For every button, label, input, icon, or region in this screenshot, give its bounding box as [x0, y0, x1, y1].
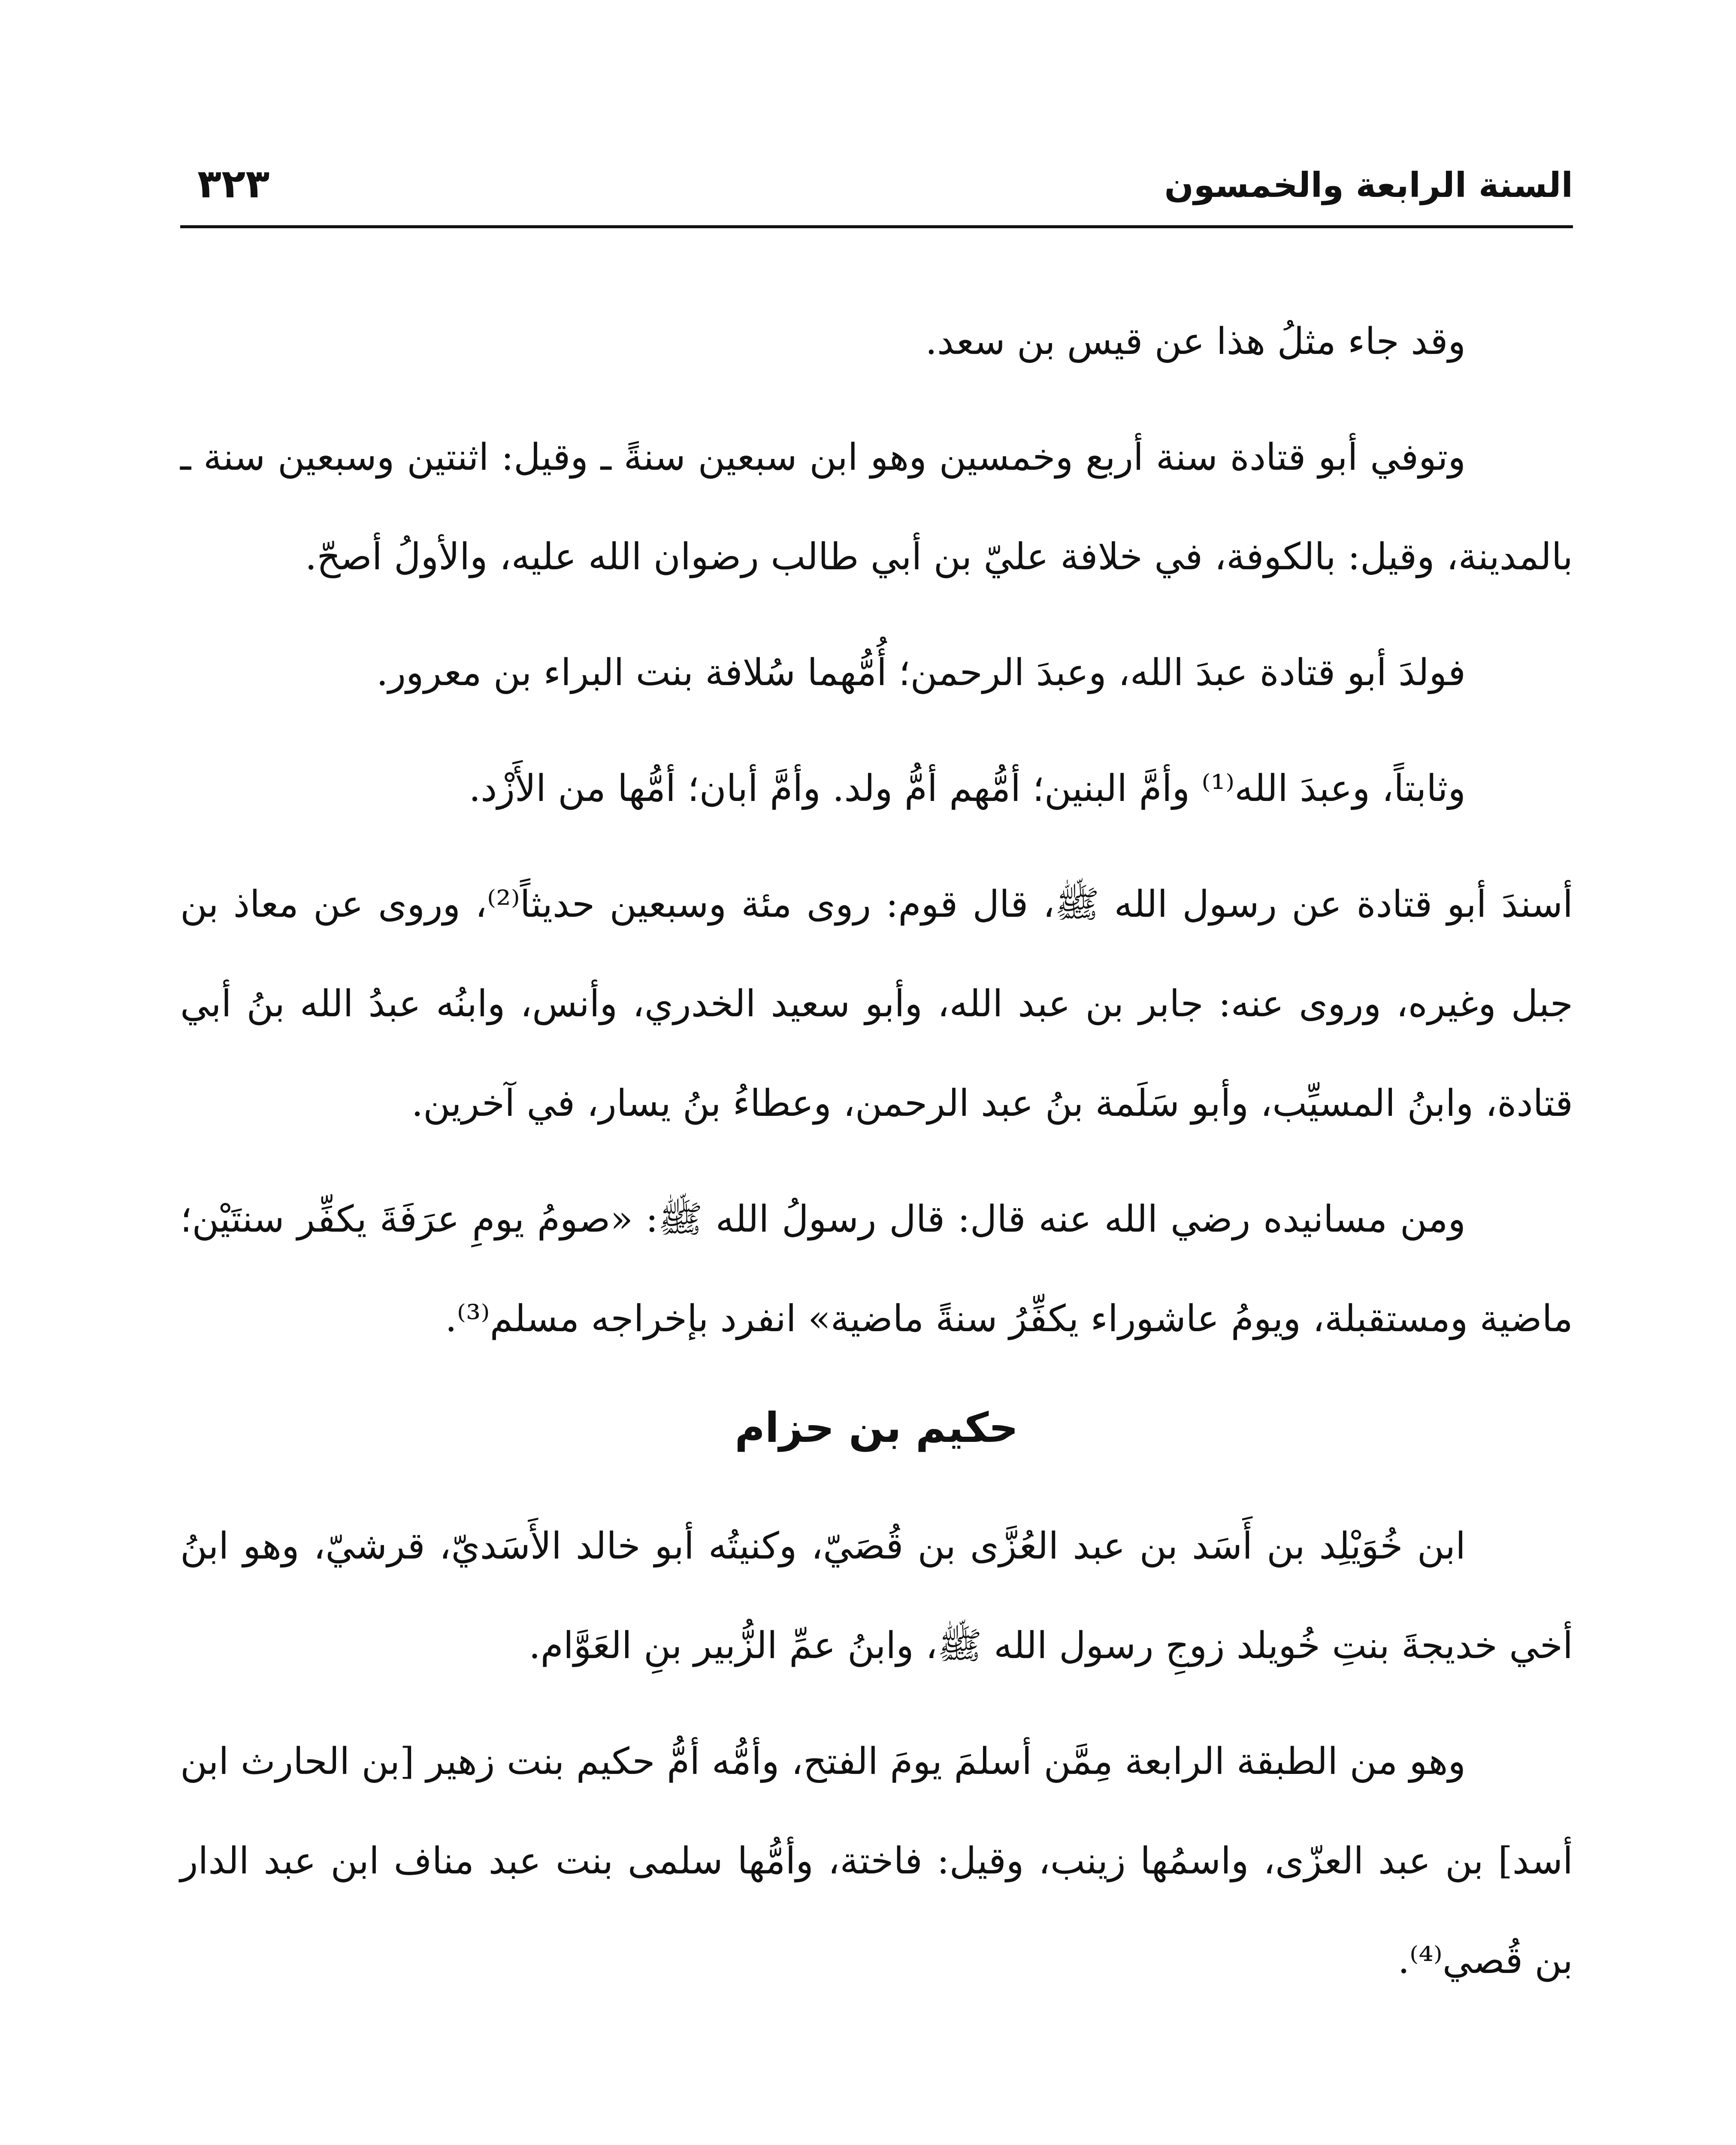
paragraph: ومن مسانيده رضي الله عنه قال: قال رسولُ الله ﷺ: «صومُ يومِ عرَفَةَ يكفِّر سنتَيْن؛ ماضية ومستقبلة، ويومُ عاشوراء يكفِّرُ سنةً ماضية» انفرد بإخراجه مسلم⁽³⁾.	[180, 1198, 1573, 1340]
paragraph: وقد جاء مثلُ هذا عن قيس بن سعد.	[925, 320, 1466, 363]
body-text	[180, 292, 1573, 2027]
running-header-title: السنة الرابعة والخمسون	[1164, 165, 1573, 205]
section-heading: حكيم بن حزام	[735, 1404, 1019, 1452]
paragraph: فولدَ أبو قتادة عبدَ الله، وعبدَ الرحمن؛ أُمُّهما سُلافة بنت البراء بن معرور.	[376, 651, 1466, 694]
running-header	[180, 148, 1573, 228]
paragraph: أسندَ أبو قتادة عن رسول الله ﷺ، قال قوم: روى مئة وسبعين حديثاً⁽²⁾، وروى عن معاذ بن جبل وغيره، وروى عنه: جابر بن عبد الله، وأبو سعيد الخدري، وأنس، وابنُه عبدُ الله بنُ أبي قتادة، وابنُ المسيِّب، وأبو سَلَمة بنُ عبد الرحمن، وعطاءُ بنُ يسار، في آخرين.	[180, 883, 1573, 1125]
paragraph: وثابتاً، وعبدَ الله⁽¹⁾ وأمَّ البنين؛ أمُّهم أمُّ ولد. وأمَّ أبان؛ أمُّها من الأَزْد.	[469, 767, 1466, 810]
paragraph: ابن خُوَيْلِد بن أَسَد بن عبد العُزَّى بن قُصَيّ، وكنيتُه أبو خالد الأَسَديّ، قرشيّ، وهو ابنُ أخي خديجةَ بنتِ خُويلد زوجِ رسول الله ﷺ، وابنُ عمِّ الزُّبير بنِ العَوَّام.	[180, 1525, 1573, 1667]
paragraph: وتوفي أبو قتادة سنة أربع وخمسين وهو ابن سبعين سنةً ـ وقيل: اثنتين وسبعين سنة ـ بالمدينة، وقيل: بالكوفة، في خلافة عليّ بن أبي طالب رضوان الله عليه، والأولُ أصحّ.	[180, 436, 1573, 578]
paragraph: وهو من الطبقة الرابعة مِمَّن أسلمَ يومَ الفتح، وأمُّه أمُّ حكيم بنت زهير [بن الحارث ابن أسد] بن عبد العزّى، واسمُها زينب، وقيل: فاختة، وأمُّها سلمى بنت عبد مناف ابن عبد الدار بن قُصي⁽⁴⁾.	[180, 1740, 1573, 1982]
page-number: ٣٢٣	[197, 161, 270, 207]
